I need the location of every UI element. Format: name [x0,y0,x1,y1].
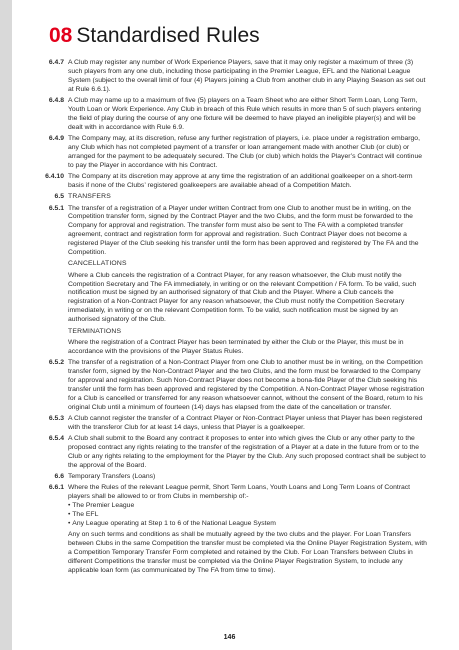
rule-text: Where the Rules of the relevant League permit, Short Term Loans, Youth Loans and Long Term Loans of Contract players shall be allowed to or from Clubs in membership of:- [68,484,411,501]
rule-number: 6.4.8 [48,97,64,105]
rule-6-4-8 [10,97,428,133]
list-item: • The Premier League [68,502,428,511]
rule-6-5-4 [10,435,428,471]
chapter-title: Standardised Rules [76,24,260,47]
league-list [68,502,428,529]
terminations-heading: TERMINATIONS [68,327,122,335]
rule-number: 6.4.10 [45,173,64,181]
list-item: • Any League operating at Step 1 to 6 of the National League System [68,520,428,529]
rule-number: 6.4.9 [48,135,64,143]
rule-number: 6.5.3 [48,414,64,422]
rule-text: The transfer of a registration of a Player under written Contract from one Club to another must be in writing, on the Competition transfer form, signed by the Contract Player and the two Clubs, and the form must be forwarded to the Company for approval and registration. The transfer form must also be sent to The FA with a completed transfer agreement, contract and registration form for approval and registration. Such Contract Player does not become a registered Player of the Club seeking his transfer until the form has been approved and registered by The FA and the Competition. [68,204,419,257]
section-6-6-heading [10,473,428,482]
rule-text: The Company at its discretion may approve at any time the registration of an additional goalkeeper on a short-term basis if none of the Clubs’ registered goalkeepers are available ahead of a Competition Match. [68,173,413,189]
rule-number: 6.4.7 [48,59,64,66]
list-item: • The EFL [68,511,428,520]
rule-6-4-10 [10,173,428,191]
rule-6-5-3 [10,415,428,433]
rule-number: 6.6.1 [48,484,64,492]
cancellations-text: Where a Club cancels the registration of a Contract Player, for any reason whatsoever, the Club must notify the Competition Secretary and The FA immediately, in writing or on the relevant Competition / FA form. To be valid, such notification must be signed by an authorised signatory of that Club and the Player. Where a Club cancels the registration of a Non-Contract Player for any reason whatsoever, the Club must notify the Competition Secretary immediately, in writing or on the relevant Competition form. To be valid, such notification must be signed by an authorised signatory of the Club. [68,271,417,324]
loan-transfer-text: Any on such terms and conditions as shall be mutually agreed by the two clubs and the player. For Loan Transfers between Clubs in the same Competition the transfer must be completed via the Online Player Registration System, with a Competition Temporary Transfer Form completed and retained by the Club. For Loan Transfers between Clubs in different Competitions the transfer must be completed via the Online Player Registration System, to include any applicable loan form (as communicated by The FA from time to time). [68,531,427,574]
section-heading: Temporary Transfers (Loans) [68,473,156,481]
page-number: 146 [223,634,236,641]
section-heading: TRANSFERS [68,193,111,201]
rule-text: A Club may register any number of Work Experience Players, save that it may only register a maximum of three (3) such players from any one club, including those participating in the Premier League, EFL and the National League System (subject to the overall limit of four (4) Players joining a Club from another club in any Playing Season as set out at Rule 6.6.1). [68,59,426,93]
rule-text: The transfer of a registration of a Non-Contract Player from one Club to another must be in writing, on the Competition transfer form, signed by the Non-Contract Player and the two Clubs, and the form must be forwarded to the Company for approval and registration. Such Non-Contract Player does not become a bona-fide Player of the Club seeking his transfer until the form has been approved and registered by the Competition. A Non-Contract Player whose registration for a Club is cancelled or transferred for any reason whatsoever cannot, without the consent of the Board, return to his original Club until a minimum of fourteen (14) days has elapsed from the date of the cancellation or transfer. [68,359,425,411]
rule-number: 6.5.4 [48,435,64,443]
chapter-number: 08 [49,24,73,47]
rule-6-5-1 [10,205,428,258]
rule-text: A Club cannot register the transfer of a Contract Player or Non-Contract Player unless that Player has been registered with the transferor Club for at least 14 days, unless that Player is a goalkeeper. [68,414,423,431]
terminations-text: Where the registration of a Contract Player has been terminated by either the Club or the Player, this must be in accordance with the provisions of the Player Status Rules. [68,338,404,355]
cancellations-heading: CANCELLATIONS [68,260,127,268]
rules-body [10,59,428,578]
rule-number: 6.5.2 [48,359,64,366]
rule-6-4-7 [10,59,428,95]
section-6-5-heading [10,193,428,202]
section-number: 6.6 [54,473,64,481]
page-title [49,23,260,49]
rule-6-6-1-body [68,484,428,529]
rule-text: A Club may name up to a maximum of five (5) players on a Team Sheet who are either Short Term Loan, Long Term, Youth Loan or Work Experience. Any Club in breach of this Rule which results in more than 5 of such players entering the field of play during the course of any one fixture will be deemed to have played an ineligible player(s) and will be dealt with in accordance with Rule 6.9. [68,97,421,131]
rule-number: 6.5.1 [48,204,64,212]
rule-6-6-1 [10,484,428,529]
rule-text: A Club shall submit to the Board any contract it proposes to enter into which gives the Club or any other party to the proposed contract any rights relating to the transfer of the registration of a Player at a date in the future from or to the Club or any rights relating to the employment for the Player by the Club. Any such proposed contract shall be subject to the approval of the Board. [68,435,426,469]
rule-6-4-9 [10,135,428,171]
rule-6-5-2 [10,359,428,412]
section-number: 6.5 [54,193,64,201]
rule-text: The Company may, at its discretion, refuse any further registration of players, i.e. place under a registration embargo, any Club which has not completed payment of a transfer or loan arrangement made with another Club (or club) or arranged for the payment to be adequately secured. The Club (or club) which holds the Player’s Contract will continue to pay the Player in accordance with his Contract. [68,135,423,169]
